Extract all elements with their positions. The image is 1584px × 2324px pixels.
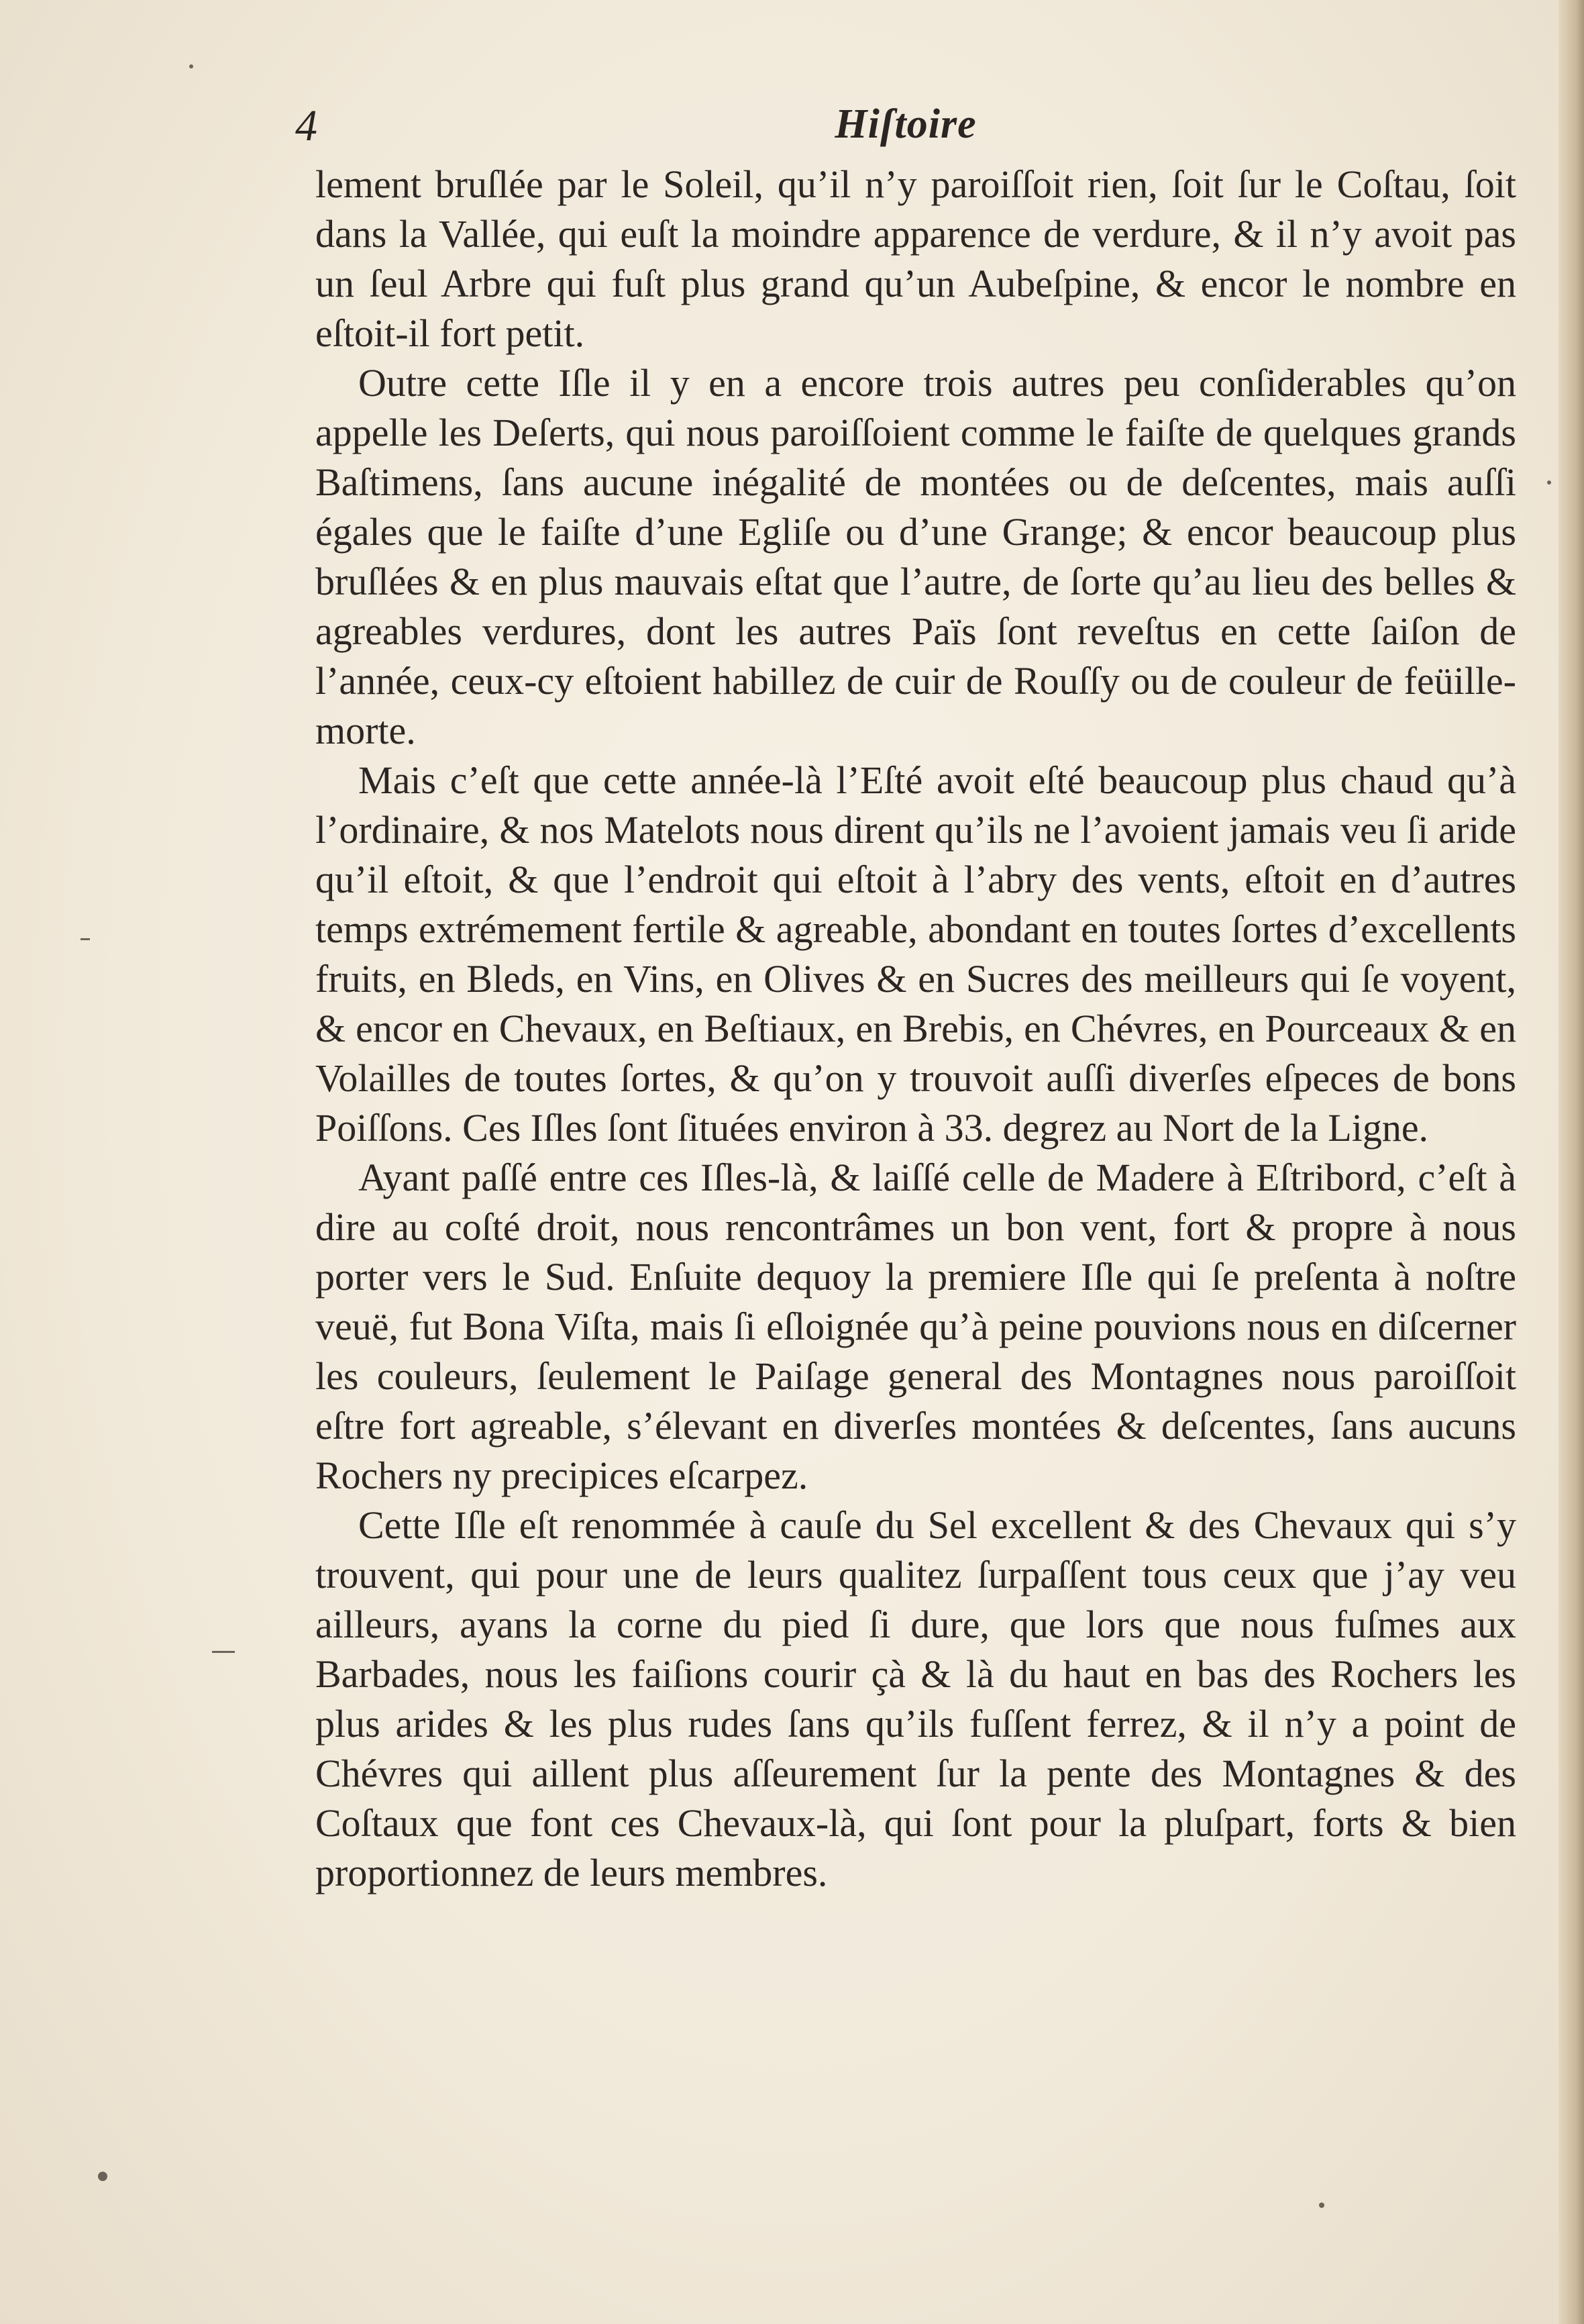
margin-mark [212, 1651, 235, 1653]
ink-speck [189, 64, 193, 68]
page-gutter-edge [1559, 0, 1584, 2324]
ink-speck [1319, 2203, 1324, 2208]
paragraph: Cette Iſle eſt renommée à cauſe du Sel excellent & des Chevaux qui s’y trouvent, qui pour une de leurs qualitez ſurpaſſent tous ceux que j’ay veu ailleurs, ayans la corne du pied ſi dure, que lors que nous fuſmes aux Barbades, nous les faiſions courir çà & là du haut en bas des Rochers les plus arides & les plus rudes ſans qu’ils fuſſent ferrez, & il n’y a point de Chévres qui aillent plus aſſeurement ſur la pente des Montagnes & des Coſtaux que font ces Chevaux-là, qui ſont pour la pluſpart, forts & bien proportionnez de leurs membres. [315, 1503, 1516, 1894]
running-head: Hiſtoire [835, 101, 977, 147]
ink-speck [98, 2172, 107, 2181]
paragraph: Outre cette Iſle il y en a encore trois autres peu conſiderables qu’on appelle les Deſerts, qui nous paroiſſoient comme le faiſte de quelques grands Baſtimens, ſans aucune inégalité de montées ou de deſcentes, mais auſſi égales que le faiſte d’une Egliſe ou d’une Grange; & encor beaucoup plus bruſlées & en plus mauvais eſtat que l’autre, de ſorte qu’au lieu des belles & agreables verdures, dont les autres Païs ſont reveſtus en cette ſaiſon de l’année, ceux-cy eſtoient habillez de cuir de Rouſſy ou de couleur de feüille-morte. [315, 361, 1516, 752]
paragraph: lement bruſlée par le Soleil, qu’il n’y paroiſſoit rien, ſoit ſur le Coſtau, ſoit dans la Vallée, qui euſt la moindre apparence de verdure, & il n’y avoit pas un ſeul Arbre qui fuſt plus grand qu’un Aubeſpine, & encor le nombre en eſtoit-il fort petit. [315, 162, 1516, 355]
ink-speck [1547, 481, 1551, 485]
body-text [315, 160, 1516, 1898]
page-header [295, 101, 1516, 161]
margin-mark [81, 938, 90, 940]
paragraph: Ayant paſſé entre ces Iſles-là, & laiſſé celle de Madere à Eſtribord, c’eſt à dire au coſté droit, nous rencontrâmes un bon vent, fort & propre à nous porter vers le Sud. Enſuite dequoy la premiere Iſle qui ſe preſenta à noſtre veuë, fut Bona Viſta, mais ſi eſloignée qu’à peine pouvions nous en diſcerner les couleurs, ſeulement le Paiſage general des Montagnes nous paroiſſoit eſtre fort agreable, s’élevant en diverſes montées & deſcentes, ſans aucuns Rochers ny precipices eſcarpez. [315, 1156, 1516, 1497]
page-number: 4 [295, 101, 317, 150]
paragraph: Mais c’eſt que cette année-là l’Eſté avoit eſté beaucoup plus chaud qu’à l’ordinaire, & nos Matelots nous dirent qu’ils ne l’avoient jamais veu ſi aride qu’il eſtoit, & que l’endroit qui eſtoit à l’abry des vents, eſtoit en d’autres temps extrémement fertile & agreable, abondant en toutes ſortes d’excellents fruits, en Bleds, en Vins, en Olives & en Sucres des meilleurs qui ſe voyent, & encor en Chevaux, en Beſtiaux, en Brebis, en Chévres, en Pourceaux & en Volailles de toutes ſortes, & qu’on y trouvoit auſſi diverſes eſpeces de bons Poiſſons. Ces Iſles ſont ſituées environ à 33. degrez au Nort de la Ligne. [315, 758, 1516, 1150]
